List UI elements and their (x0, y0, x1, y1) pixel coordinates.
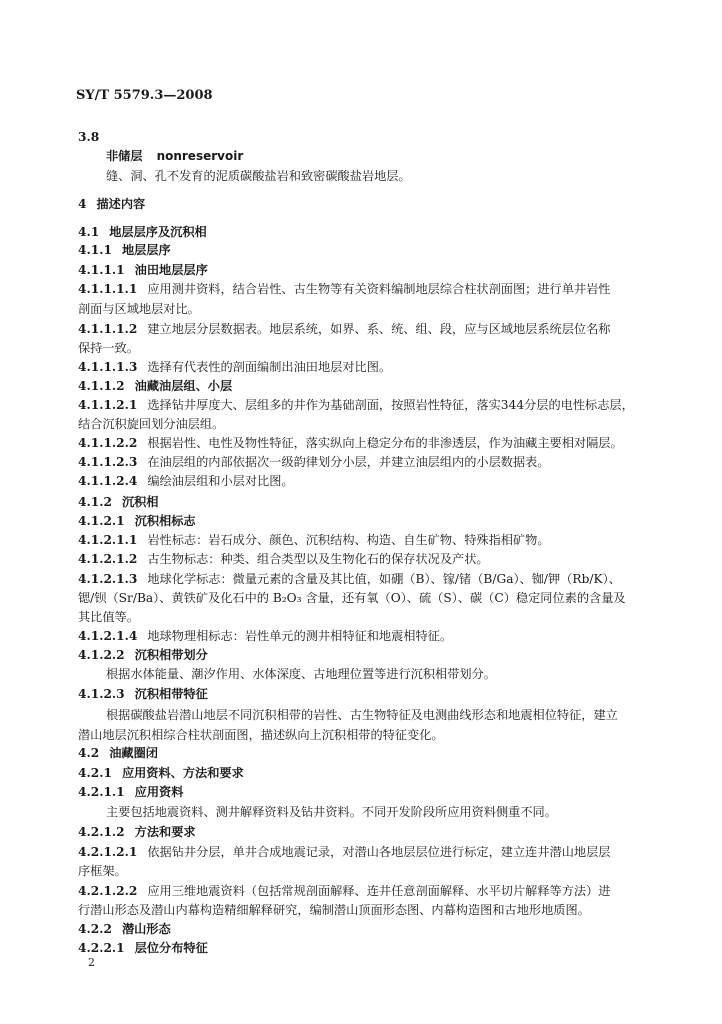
paragraph-line (106, 707, 676, 723)
clause-3-8 (78, 129, 648, 145)
clause-4-1-2-1-2 (78, 551, 648, 567)
heading-text: 沉积相带划分 (134, 648, 208, 662)
heading-text: 油田地层层序 (134, 263, 208, 277)
heading-text: 地层层序及沉积相 (109, 225, 207, 239)
clause-text: 岩性标志：岩石成分、颜色、沉积结构、构造、自生矿物、特殊指相矿物。 (147, 533, 550, 547)
clause-text: 选择有代表性的剖面编制出油田地层对比图。 (147, 360, 392, 374)
clause-number: 4.2.2 (78, 922, 112, 936)
clause-4-1-1-2-4 (78, 473, 648, 489)
heading-text: 潜山形态 (121, 922, 171, 936)
clause-number: 4.2.1.2.2 (78, 884, 138, 898)
heading-4-1 (78, 224, 648, 240)
heading-text: 沉积相带特征 (134, 687, 208, 701)
clause-text: 其比值等。 (78, 610, 139, 624)
clause-text: 选择钻井厚度大、层组多的井作为基础剖面，按照岩性特征，落实344分层的电性标志层， (147, 398, 634, 412)
heading-4-1-2 (78, 494, 648, 510)
definition-text: 缝、洞、孔不发育的泥质碳酸盐岩和致密碳酸盐岩地层。 (106, 169, 411, 183)
clause-text: 地球物理相标志：岩性单元的测井相特征和地震相特征。 (147, 629, 453, 643)
clause-text: 结合沉积旋回划分油层组。 (78, 417, 225, 431)
clause-number: 4.1.2 (78, 495, 112, 509)
clause-4-1-1-1-1 (78, 281, 648, 297)
clause-text: 潜山地层沉积相综合柱状剖面图，描述纵向上沉积相带的特征变化。 (78, 728, 444, 742)
clause-4-2-1-2-2 (78, 883, 648, 899)
clause-number: 4.2.1.2.1 (78, 845, 138, 859)
clause-text: 根据碳酸盐岩潜山地层不同沉积相带的岩性、古生物特征及电测曲线形态和地震相位特征，建立 (106, 708, 618, 722)
heading-4-2 (78, 745, 648, 761)
heading-4-2-2 (78, 921, 648, 937)
heading-4-2-2-1 (78, 940, 648, 956)
heading-4-1-1-2 (78, 378, 648, 394)
heading-4-1-1-1 (78, 262, 648, 278)
clause-text: 根据岩性、电性及物性特征，落实纵向上稳定分布的非渗透层，作为油藏主要相对隔层。 (147, 436, 623, 450)
clause-text: 剖面与区域地层对比。 (78, 302, 200, 316)
clause-number: 4.1 (78, 225, 100, 239)
clause-text: 应用测井资料，结合岩性、古生物等有关资料编制地层综合柱状剖面图；进行单井岩性 (147, 282, 611, 296)
heading-text: 描述内容 (96, 197, 146, 211)
clause-text: 行潜山形态及潜山内幕构造精细解释研究，编制潜山顶面形态图、内幕构造图和古地形地质图。 (78, 903, 590, 917)
heading-text: 应用资料、方法和要求 (121, 766, 244, 780)
clause-number: 4.1.1.1 (78, 263, 125, 277)
clause-4-1-1-2-1 (78, 397, 648, 413)
clause-number: 4.2.1 (78, 766, 112, 780)
heading-text: 地层层序 (121, 243, 171, 257)
clause-number: 4.1.1.2.2 (78, 436, 138, 450)
clause-number: 4.1.2.1 (78, 514, 125, 528)
heading-4-2-1-1 (78, 784, 648, 800)
clause-text: 应用三维地震资料（包括常规剖面解释、连井任意剖面解释、水平切片解释等方法）进 (147, 884, 611, 898)
term-nonreservoir (106, 148, 676, 164)
clause-number: 4.1.1.1.1 (78, 282, 138, 296)
clause-4-1-2-1-1 (78, 532, 648, 548)
clause-number: 4 (78, 197, 87, 211)
clause-4-1-1-1-2 (78, 321, 648, 337)
heading-text: 沉积相标志 (134, 514, 196, 528)
clause-4-2-1-2-1 (78, 844, 648, 860)
continuation-line (78, 727, 648, 743)
clause-text: 锶/钡（Sr/Ba）、黄铁矿及化石中的 B₂O₃ 含量，还有氧（O）、硫（S）、碳（C）稳定同位素的含量及 (78, 591, 626, 605)
heading-4-1-2-1 (78, 513, 648, 529)
clause-number: 4.1.1.2 (78, 379, 125, 393)
clause-4-1-1-2-2 (78, 435, 648, 451)
paragraph-line (106, 666, 676, 682)
clause-number: 4.2 (78, 746, 100, 760)
heading-text: 油藏油层组、小层 (134, 379, 233, 393)
clause-number: 4.1.2.1.4 (78, 629, 138, 643)
standard-number-header: SY/T 5579.3—2008 (76, 88, 213, 103)
page-number: 2 (88, 956, 95, 969)
heading-4-1-2-2 (78, 647, 648, 663)
continuation-line (78, 609, 648, 625)
clause-number: 4.1.1.2.4 (78, 474, 138, 488)
heading-text: 层位分布特征 (134, 941, 208, 955)
clause-number: 4.1.2.1.2 (78, 552, 138, 566)
clause-number: 4.1.1.1.3 (78, 360, 138, 374)
continuation-line (78, 301, 648, 317)
term-zh: 非储层 (106, 149, 143, 163)
clause-number: 4.2.1.1 (78, 785, 125, 799)
continuation-line (78, 590, 648, 606)
heading-4-2-1-2 (78, 824, 648, 840)
clause-text: 依据钻井分层，单井合成地震记录，对潜山各地层层位进行标定，建立连井潜山地层层 (147, 845, 611, 859)
heading-4-2-1 (78, 765, 648, 781)
paragraph-line (106, 804, 676, 820)
heading-text: 方法和要求 (134, 825, 196, 839)
clause-text: 在油层组的内部依据次一级韵律划分小层，并建立油层组内的小层数据表。 (147, 455, 550, 469)
heading-4-1-2-3 (78, 686, 648, 702)
clause-text: 古生物标志：种类、组合类型以及生物化石的保存状况及产状。 (147, 552, 489, 566)
clause-number: 4.2.2.1 (78, 941, 125, 955)
term-en: nonreservoir (156, 149, 244, 163)
continuation-line (78, 863, 648, 879)
continuation-line (78, 340, 648, 356)
clause-number: 4.2.1.2 (78, 825, 125, 839)
clause-text: 保持一致。 (78, 341, 139, 355)
clause-text: 编绘油层组和小层对比图。 (147, 474, 294, 488)
clause-number: 4.1.1.1.2 (78, 322, 138, 336)
clause-4-1-1-1-3 (78, 359, 648, 375)
heading-text: 油藏圈闭 (109, 746, 158, 760)
clause-number: 4.1.2.1.1 (78, 533, 138, 547)
continuation-line (78, 416, 648, 432)
heading-text: 应用资料 (134, 785, 184, 799)
clause-text: 建立地层分层数据表。地层系统，如界、系、统、组、段，应与区域地层系统层位名称 (147, 322, 611, 336)
clause-number: 4.1.1.2.1 (78, 398, 138, 412)
heading-text: 沉积相 (121, 495, 159, 509)
section-4-heading (78, 196, 648, 212)
term-definition (106, 168, 676, 184)
clause-4-1-1-2-3 (78, 454, 648, 470)
clause-number: 4.1.1.2.3 (78, 455, 138, 469)
clause-text: 地球化学标志：微量元素的含量及其比值，如硼（B）、镓/锗（B/Ga）、铷/钾（Rb/K）、 (147, 572, 621, 586)
clause-4-1-2-1-3 (78, 571, 648, 587)
heading-4-1-1 (78, 242, 648, 258)
clause-number: 4.1.2.2 (78, 648, 125, 662)
clause-text: 主要包括地震资料、测井解释资料及钻井资料。不同开发阶段所应用资料侧重不同。 (106, 805, 557, 819)
clause-text: 序框架。 (78, 864, 127, 878)
clause-number: 4.1.2.3 (78, 687, 125, 701)
clause-number: 4.1.1 (78, 243, 112, 257)
continuation-line (78, 902, 648, 918)
clause-4-1-2-1-4 (78, 628, 648, 644)
clause-text: 根据水体能量、潮汐作用、水体深度、古地理位置等进行沉积相带划分。 (106, 667, 496, 681)
clause-number: 3.8 (78, 130, 100, 144)
clause-number: 4.1.2.1.3 (78, 572, 138, 586)
